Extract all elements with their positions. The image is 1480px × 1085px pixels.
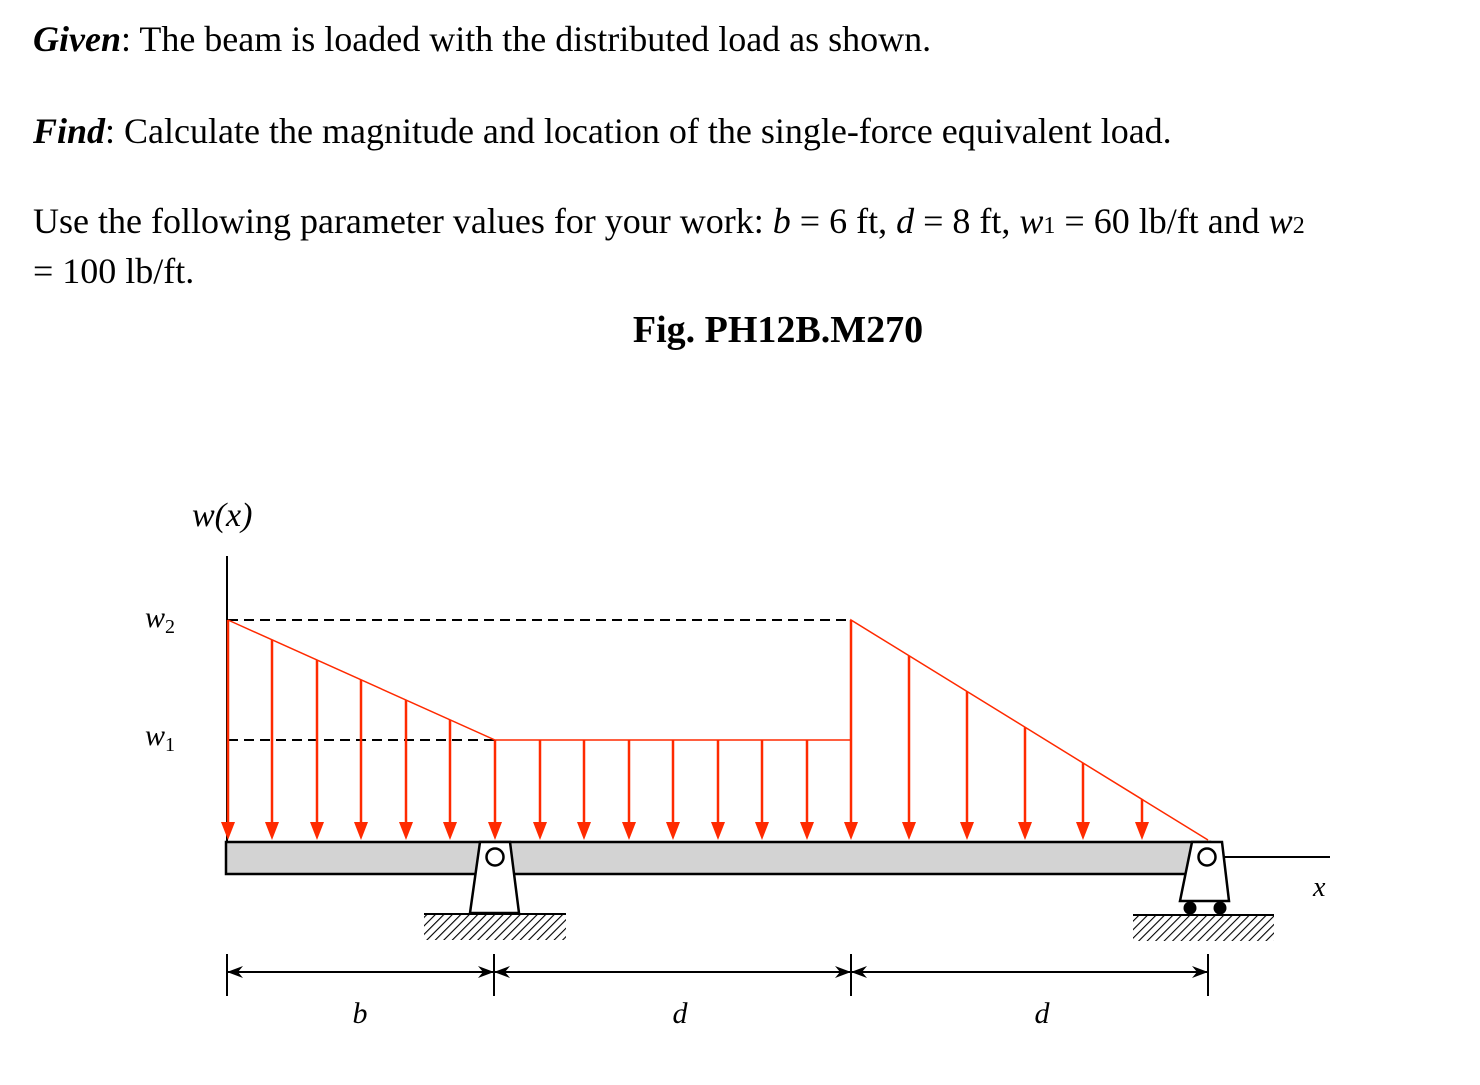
given-text: : The beam is loaded with the distributed load as shown. <box>120 19 932 59</box>
load-arrow-head <box>1135 822 1149 840</box>
load-arrow-head <box>577 822 591 840</box>
load-arrow-head <box>622 822 636 840</box>
y-axis-label: w(x) <box>192 497 253 534</box>
load-arrow-head <box>902 822 916 840</box>
load-arrow-head <box>533 822 547 840</box>
load-arrow-head <box>960 822 974 840</box>
load-arrow-head <box>711 822 725 840</box>
dim-label-d1: d <box>672 997 688 1030</box>
load-arrow-head <box>221 822 235 840</box>
find-text: : Calculate the magnitude and location of the single-force equivalent load. <box>105 111 1172 151</box>
param-d-value: = 8 ft, <box>914 201 1020 241</box>
load-arrow-head <box>354 822 368 840</box>
parameter-statement-line2: = 100 lb/ft. <box>33 251 195 291</box>
param-w1-symbol: w <box>1019 201 1044 241</box>
load-arrow-head <box>844 822 858 840</box>
param-w1-value: = 60 lb/ft and <box>1055 201 1269 241</box>
dim-label-b: b <box>352 997 368 1030</box>
load-arrow-head <box>443 822 457 840</box>
figure-title: Fig. PH12B.M270 <box>632 309 924 351</box>
param-w1-subscript: 1 <box>1043 213 1056 239</box>
w1-level-label: $w_1$ <box>145 719 176 756</box>
w2-level-label: $w_2$ <box>145 601 176 638</box>
param-w2-symbol: w <box>1268 201 1293 241</box>
pin-ground-hatch <box>424 914 566 940</box>
param-b-value: = 6 ft, <box>790 201 897 241</box>
dim-label-d2: d <box>1034 997 1050 1030</box>
load-arrow-head <box>755 822 769 840</box>
param-w2-subscript: 2 <box>1292 213 1305 239</box>
roller-wheel-right <box>1214 902 1227 915</box>
load-arrow-head <box>265 822 279 840</box>
dimension-lines <box>227 954 1208 1030</box>
x-axis-label: x <box>1313 872 1326 903</box>
find-label: Find <box>33 111 106 151</box>
param-b-symbol: b <box>772 201 791 241</box>
roller-wheel-left <box>1184 902 1197 915</box>
roller-ground-hatch <box>1133 915 1274 941</box>
load-arrows <box>221 620 1149 840</box>
param-d-symbol: d <box>896 201 915 241</box>
given-label: Given <box>33 19 121 59</box>
params-intro: Use the following parameter values for your work: <box>33 201 773 241</box>
load-arrow-head <box>666 822 680 840</box>
load-arrow-head <box>488 822 502 840</box>
load-arrow-head <box>800 822 814 840</box>
load-arrow-head <box>399 822 413 840</box>
beam <box>226 842 1210 874</box>
load-arrow-head <box>1076 822 1090 840</box>
load-arrow-head <box>310 822 324 840</box>
load-arrow-head <box>1018 822 1032 840</box>
